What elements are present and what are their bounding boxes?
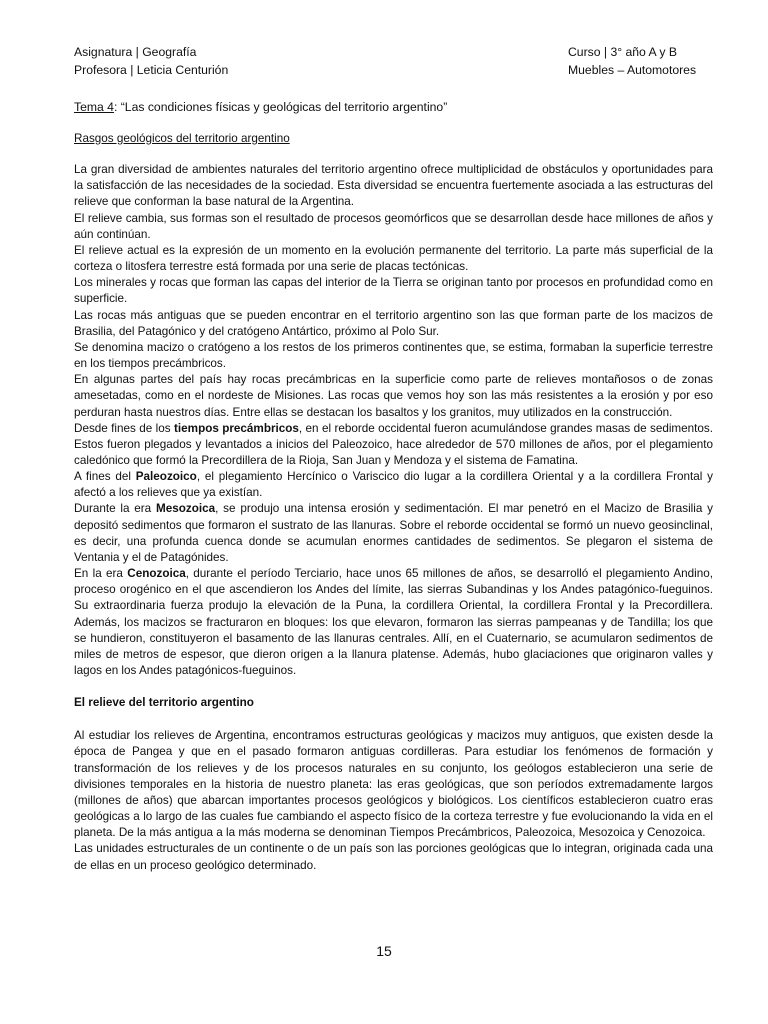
teacher-line: Profesora | Leticia Centurión [74,63,229,77]
paragraph: En algunas partes del país hay rocas precámbricas en la superficie como parte de relieves montañosos o de zonas amesetadas, como en el nordeste de Misiones. Las rocas que vemos hoy son las más resistentes a la erosión y por eso perduran hasta nuestros días. Entre ellas se destacan los basaltos y los granitos, muy utilizados en la construcción. [74,373,713,419]
section-title-geological-features: Rasgos geológicos del territorio argentino [74,132,290,145]
paragraph-cenozoic [74,566,713,679]
text-run: , el plegamiento Hercínico o Variscico dio lugar a la cordillera Oriental y a la cordillera Frontal y afectó a los relieves que ya existían. [74,470,713,500]
paragraph: La gran diversidad de ambientes naturales del territorio argentino ofrece multiplicidad de obstáculos y oportunidades para la satisfacción de las necesidades de la sociedad. Esta diversidad se encuentra fuertemente asociada a las estructuras del relieve que conforman la base natural de la Argentina. [74,163,713,209]
text-run: , en el reborde occidental fueron acumulándose grandes masas de sedimentos. Estos fueron plegados y levantados a inicios del Paleozoico, hace alrededor de 570 millones de años, por el plegamiento caledónico que formó la Precordillera de la Rioja, San Juan y Mendoza y el sistema de Famatina. [74,421,714,467]
bold-term: Mesozoica [156,502,216,516]
header-left [74,43,228,79]
bold-term: tiempos precámbricos [174,421,299,435]
specialty-line: Muebles – Automotores [568,63,697,77]
subject-line: Asignatura | Geografía [74,45,197,59]
text-run: Desde fines de los [74,421,175,435]
paragraph: Las rocas más antiguas que se pueden encontrar en el territorio argentino son las que forman parte de los macizos de Brasilia, del Patagónico y del cratógeno Antártico, próximo al Polo Sur. [74,308,713,338]
paragraph: El relieve actual es la expresión de un momento en la evolución permanente del territorio. La parte más superficial de la corteza o litosfera terrestre está formada por una serie de placas tectónicas. [74,243,713,274]
paragraph-paleozoic [74,469,713,501]
paragraph: El relieve cambia, sus formas son el resultado de procesos geomórficos que se desarrollan desde hace millones de años y aún continúan. [74,211,713,241]
theme-heading [74,98,713,116]
paragraph: Los minerales y rocas que forman las capas del interior de la Tierra se originan tanto por procesos en profundidad como en superficie. [74,276,713,306]
text-run: , durante el período Terciario, hace unos 65 millones de años, se desarrolló el plegamiento Andino, proceso orogénico en el que ascendieron los Andes del límite, las sierras Subandinas y los Andes patagónico-fueguinos. Su extraordinaria fuerza produjo la elevación de la Puna, la cordillera Oriental, la cordillera Frontal y la Precordillera. Además, los macizos se fracturaron en bloques: los que elevaron, formaron las sierras pampeanas y de Tandilla; los que se hundieron, constituyeron el basamento de las llanuras centrales. Allí, en el Cuaternario, se acumularon sedimentos de miles de metros de espesor, que dieron origen a la llanura platense. Además, hubo glaciaciones que originaron valles y lagos en los Andes patagónicos-fueguinos. [74,567,713,677]
text-run: A fines del [74,470,136,484]
text-run: En la era [74,567,128,581]
theme-label: Tema 4 [74,100,114,114]
header-right [568,43,696,79]
bold-term: Paleozoico [135,470,197,484]
text-run: , se produjo una intensa erosión y sedimentación. El mar penetró en el Macizo de Brasilia y depositó sedimentos que formaron el sustrato de las llanuras. Sobre el reborde occidental se formó un nuevo geosinclinal, es decir, una profunda cuenca donde se acumulan enormes cantidades de sedimentos. Se plegaron el sistema de Ventania y el de Patagónides. [74,502,714,564]
section-title-relief: El relieve del territorio argentino [74,696,254,710]
paragraph-precambrian [74,421,713,469]
page-number: 15 [376,943,392,959]
theme-title: : “Las condiciones físicas y geológicas del territorio argentino” [113,100,448,114]
paragraph: Las unidades estructurales de un continente o de un país son las porciones geológicas que lo integran, originada cada una de ellas en un proceso geológico determinado. [74,842,713,872]
course-line: Curso | 3° año A y B [568,45,677,59]
paragraph: Se denomina macizo o cratógeno a los restos de los primeros continentes que, se estima, formaban la superficie terrestre en los tiempos precámbricos. [74,340,713,371]
text-run: Durante la era [74,502,156,516]
bold-term: Cenozoica [127,567,186,581]
paragraph-mesozoic [74,501,713,566]
document-body [74,98,713,874]
paragraph: Al estudiar los relieves de Argentina, encontramos estructuras geológicas y macizos muy antiguos, que existen desde la época de Pangea y que en el pasado formaron antiguas cordilleras. Para estudiar los fenómenos de formación y transformación de los relieves y de los procesos naturales en su conjunto, los geólogos establecieron una serie de divisiones temporales en la historia de nuestro planeta: las eras geológicas, que son períodos extremadamente largos (millones de años) que abarcan importantes procesos geológicos y biológicos. Los científicos establecieron cuatro eras geológicas a lo largo de las cuales fue cambiando el aspecto físico de la corteza terrestre y fue evolucionando la vida en el planeta. De la más antigua a la más moderna se denominan Tiempos Precámbricos, Paleozoica, Mesozoica y Cenozoica. [74,729,713,840]
